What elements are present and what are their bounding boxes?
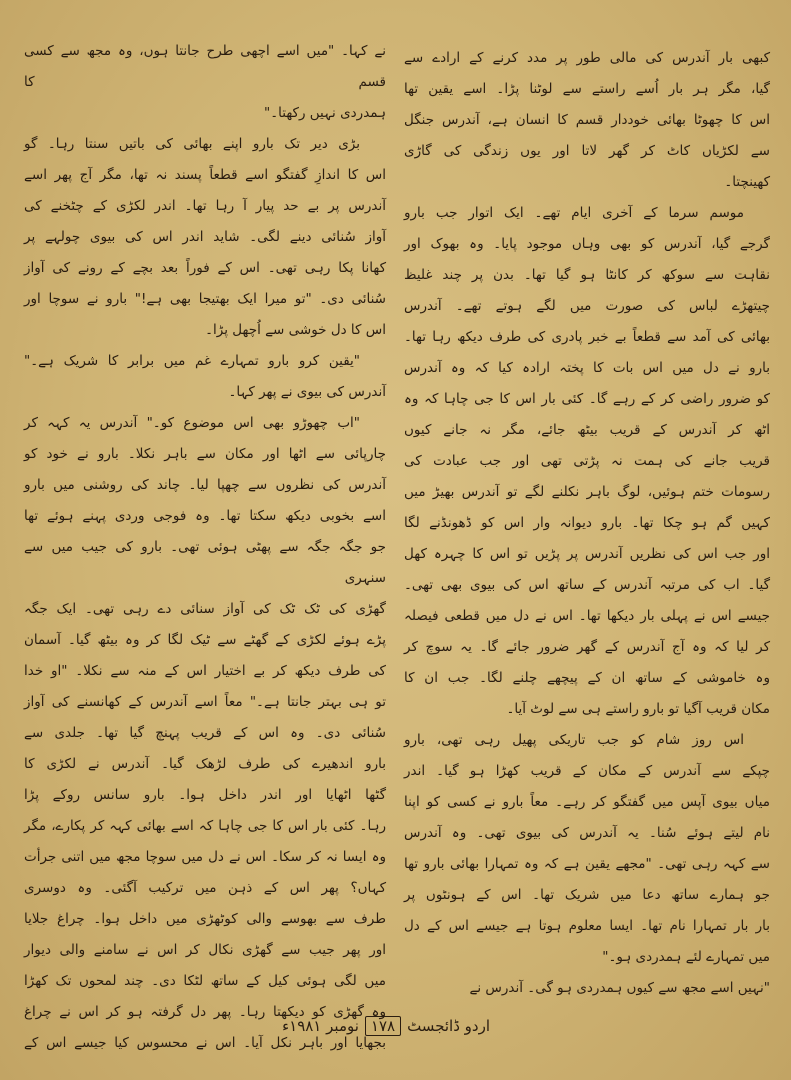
text-line: اس کا اندازِ گفتگو اسے قطعاً پسند نہ تھا، مگر آج پھر اسے bbox=[24, 167, 386, 183]
text-line: وہ گھڑی کو دیکھتا رہا۔ پھر دل گرفتہ ہو کر اس نے چراغ bbox=[24, 1004, 386, 1020]
text-line: "نہیں اسے مجھ سے کیوں ہمدردی ہو گی۔ آندرس نے bbox=[469, 980, 770, 996]
page-number: ۱۷۸ bbox=[365, 1016, 401, 1036]
text-line: چپکے سے آندرس کے مکان کے قریب کھڑا ہو گیا۔ اندر bbox=[404, 763, 770, 779]
text-line: کبھی بار آندرس کی مالی طور پر مدد کرنے کے ارادے سے bbox=[404, 50, 770, 66]
text-line: قریب جانے کی ہمت نہ پڑتی تھی اور جب عبادت کی bbox=[404, 453, 770, 469]
text-line: سے کہہ رہی تھی۔ "مجھے یقین ہے کہ وہ تمہارا بھائی بارو تھا bbox=[404, 856, 770, 872]
text-line: جو جگہ جگہ سے پھٹی ہوئی تھی۔ بارو کی جیب میں سے سنہری bbox=[24, 539, 386, 586]
text-line: نام لیتے ہوئے سُنا۔ یہ آندرس کی بیوی تھی۔ وہ آندرس bbox=[404, 825, 770, 841]
text-line: گیا، مگر ہر بار اُسے راستے سے لوٹنا پڑا۔ اسے یقین تھا bbox=[404, 81, 770, 97]
text-line: اور جب اس کی نظریں آندرس پر پڑیں تو اس کا چہرہ کھل bbox=[404, 546, 770, 562]
text-line: وہ ایسا نہ کر سکا۔ اس نے دل میں سوچا مجھ میں اتنی جرأت bbox=[24, 849, 386, 865]
text-line: نے کہا۔ "میں اسے اچھی طرح جانتا ہوں، وہ مجھ سے کسی قسم کا bbox=[24, 43, 386, 90]
text-line: گٹھا اٹھایا اور اندر داخل ہوا۔ بارو سانس روکے پڑا bbox=[24, 787, 386, 803]
text-line: بار بار تمہارا نام تھا۔ ایسا معلوم ہوتا ہے جیسے اس کے دل bbox=[404, 918, 770, 934]
text-line: اٹھ کر آندرس کے قریب بیٹھ جائے، مگر نہ جانے کیوں bbox=[404, 422, 770, 438]
text-line: گرجے گیا، آندرس کو بھی وہاں موجود پایا۔ وہ بھوک اور bbox=[404, 236, 770, 252]
text-line: آندرس پر بے حد پیار آ رہا تھا۔ اندر لکڑی کے چٹخنے کی bbox=[24, 198, 386, 214]
text-line: کہاں؟ پھر اس کے ذہن میں ترکیب آگئی۔ وہ دوسری bbox=[24, 880, 386, 896]
text-line: بجھایا اور باہر نکل آیا۔ اس نے محسوس کیا جیسے اس کے bbox=[24, 1035, 386, 1051]
text-line: اس کا دل خوشی سے اُچھل پڑا۔ bbox=[205, 322, 386, 338]
text-line: سے لکڑیاں کاٹ کر گھر لاتا اور یوں زندگی کی گاڑی bbox=[404, 143, 770, 159]
text-line: کو ضرور راضی کر کے رہے گا۔ کئی بار اس کا جی چاہا کہ وہ bbox=[404, 391, 770, 407]
text-line: آندرس کی نظروں سے چھپا لیا۔ چاند کی روشنی میں بارو bbox=[24, 477, 386, 493]
magazine-name: اردو ڈائجسٹ bbox=[407, 1017, 490, 1035]
text-line: اس روز شام کو جب تاریکی پھیل رہی تھی، بارو bbox=[404, 732, 744, 748]
text-line: کر لیا کہ وہ آج آندرس کے گھر ضرور جائے گا۔ یہ سوچ کر bbox=[404, 639, 770, 655]
text-line: "یقین کرو بارو تمہارے غم میں برابر کا شریک ہے۔" bbox=[24, 353, 360, 369]
left-text-column bbox=[24, 36, 386, 1059]
text-line: موسم سرما کے آخری ایام تھے۔ ایک اتوار جب بارو bbox=[404, 205, 744, 221]
text-line: اسے بخوبی دیکھ سکتا تھا۔ وہ فوجی وردی پہنے ہوئے تھا bbox=[24, 508, 386, 524]
text-line: بھائی کی آمد سے قطعاً بے خبر پادری کی طرف دیکھ رہا تھا۔ bbox=[404, 329, 770, 345]
text-line: چیتھڑے لباس کی صورت میں لگے ہوتے تھے۔ آندرس bbox=[404, 298, 770, 314]
right-text-column bbox=[404, 43, 770, 1004]
text-line: آندرس کی بیوی نے پھر کہا۔ bbox=[228, 384, 386, 400]
text-line: کہیں گم ہو چکا تھا۔ بارو دیوانہ وار اس کو ڈھونڈنے لگا bbox=[404, 515, 770, 531]
text-line: بارو نے دل میں اس بات کا پختہ ارادہ کیا کہ وہ آندرس bbox=[404, 360, 770, 376]
text-line: گیا۔ اب کی مرتبہ آندرس کے ساتھ اس کی بیوی بھی تھی۔ bbox=[404, 577, 770, 593]
text-line: میں تمہارے لئے ہمدردی ہو۔" bbox=[602, 949, 770, 965]
page-footer bbox=[230, 1016, 490, 1036]
text-line: ہمدردی نہیں رکھتا۔" bbox=[264, 105, 386, 121]
text-line: بڑی دیر تک بارو اپنے بھائی کی باتیں سنتا رہا۔ گو bbox=[24, 136, 360, 152]
text-line: میں لگی ہوئی کیل کے ساتھ لٹکا دی۔ چند لمحوں تک کھڑا bbox=[24, 973, 386, 989]
issue-date: نومبر ۱۹۸۱ء bbox=[282, 1017, 359, 1035]
text-line: وہ خاموشی کے ساتھ ان کے پیچھے چلنے لگا۔ جب ان کا bbox=[404, 670, 770, 686]
text-line: جیسے اس نے پہلی بار دیکھا تھا۔ اس نے دل میں قطعی فیصلہ bbox=[404, 608, 770, 624]
text-line: تو ہی بہتر جانتا ہے۔" معاً اسے آندرس کے کھانسنے کی آواز bbox=[24, 694, 386, 710]
text-line: نقاہت سے سوکھ کر کانٹا ہو گیا تھا۔ بدن پر چند غلیظ bbox=[404, 267, 770, 283]
text-line: گھڑی کی ٹک ٹک کی آواز سنائی دے رہی تھی۔ ایک جگہ bbox=[24, 601, 386, 617]
text-line: مکان قریب آگیا تو بارو راستے ہی سے لوٹ آیا۔ bbox=[506, 701, 770, 717]
text-line: رہا۔ کئی بار اس کا جی چاہا کہ اسے بھائی کہہ کر پکارے، مگر bbox=[24, 818, 386, 834]
text-line: پڑے ہوئے لکڑی کے گھٹے سے ٹیک لگا کر وہ بیٹھ گیا۔ آسمان bbox=[24, 632, 386, 648]
text-line: سُنائی دی۔ وہ اس کے قریب پہنچ گیا تھا۔ جلدی سے bbox=[24, 725, 386, 741]
text-line: سُنائی دی۔ "تو میرا ایک بھتیجا بھی ہے!" بارو نے سوچا اور bbox=[24, 291, 386, 307]
text-line: طرف سے بھوسے والی کوٹھڑی میں داخل ہوا۔ چراغ جلایا bbox=[24, 911, 386, 927]
text-line: اور پھر جیب سے گھڑی نکال کر اس نے سامنے والی دیوار bbox=[24, 942, 386, 958]
text-line: کھینچتا۔ bbox=[724, 174, 770, 190]
text-line: کھانا پکا رہی تھی۔ اس کے فوراً بعد بچے کے رونے کی آواز bbox=[24, 260, 386, 276]
text-line: "اب چھوڑو بھی اس موضوع کو۔" آندرس یہ کہہ کر bbox=[24, 415, 360, 431]
text-line: میاں بیوی آپس میں گفتگو کر رہے۔ معاً بارو نے کسی کو اپنا bbox=[404, 794, 770, 810]
text-line: چارپائی سے اٹھا اور مکان سے باہر نکلا۔ بارو نے خود کو bbox=[24, 446, 386, 462]
text-line: جو ہمارے ساتھ دعا میں شریک تھا۔ اس کے ہونٹوں پر bbox=[404, 887, 770, 903]
text-line: رسومات ختم ہوئیں، لوگ باہر نکلنے لگے تو آندرس بھیڑ میں bbox=[404, 484, 770, 500]
text-line: اس کا چھوٹا بھائی خوددار قسم کا انسان ہے، آندرس جنگل bbox=[404, 112, 770, 128]
text-line: کی طرف دیکھ کر بے اختیار اس کے منہ سے نکلا۔ "او خدا bbox=[24, 663, 386, 679]
text-line: بارو اندھیرے کی طرف لڑھک گیا۔ آندرس نے لکڑی کا bbox=[24, 756, 386, 772]
text-line: آواز سُنائی دینے لگی۔ شاید اندر اس کی بیوی چولہے پر bbox=[24, 229, 386, 245]
